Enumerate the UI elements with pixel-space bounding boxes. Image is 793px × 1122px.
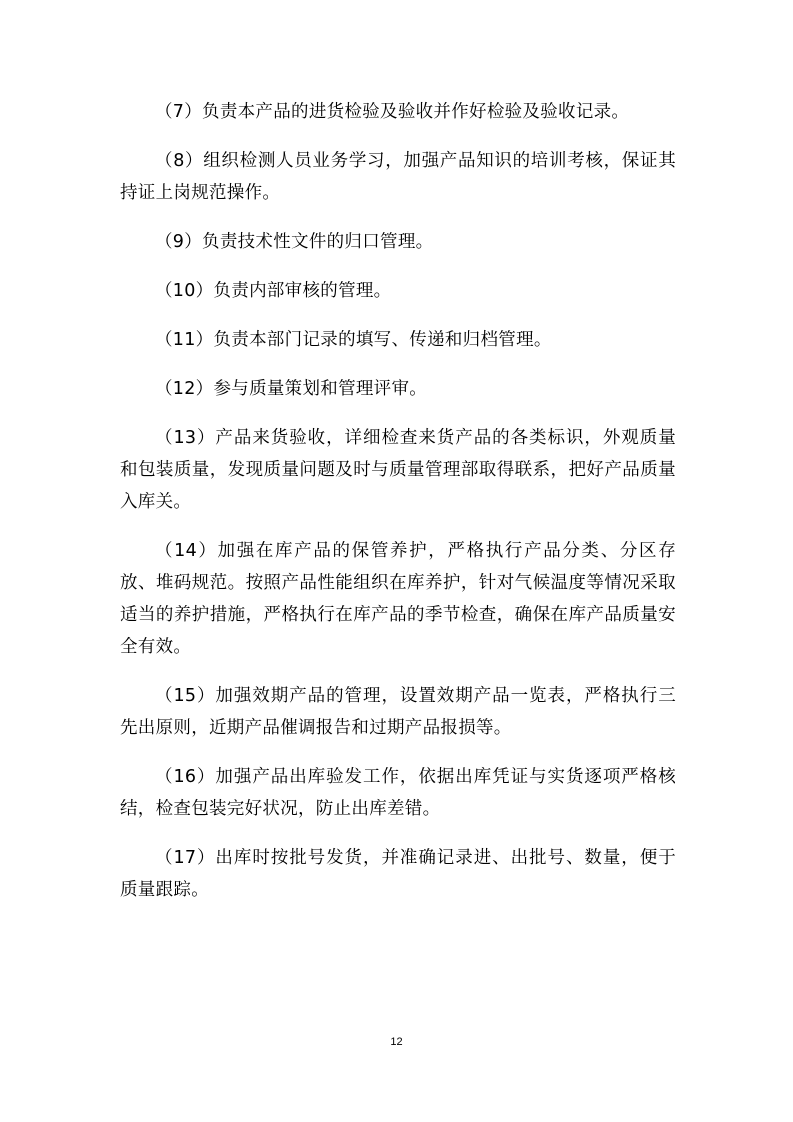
paragraph-8: （8）组织检测人员业务学习，加强产品知识的培训考核，保证其持证上岗规范操作。 (120, 151, 676, 203)
paragraph-10: （10）负责内部审核的管理。 (155, 281, 392, 301)
paragraph-11: （11）负责本部门记录的填写、传递和归档管理。 (155, 330, 552, 350)
paragraph-17: （17）出库时按批号发货，并准确记录进、出批号、数量，便于质量跟踪。 (120, 848, 676, 900)
paragraph-13: （13）产品来货验收，详细检查来货产品的各类标识，外观质量和包装质量，发现质量问题及时与质量管理部取得联系，把好产品质量入库关。 (120, 428, 676, 512)
paragraph-12: （12）参与质量策划和管理评审。 (155, 379, 428, 399)
document-body (120, 96, 676, 923)
paragraph-7: （7）负责本产品的进货检验及验收并作好检验及验收记录。 (155, 102, 630, 122)
page-number: 12 (390, 1036, 403, 1048)
paragraph-16: （16）加强产品出库验发工作，依据出库凭证与实货逐项严格核结，检查包装完好状况，防止出库差错。 (120, 767, 676, 819)
paragraph-14: （14）加强在库产品的保管养护，严格执行产品分类、分区存放、堆码规范。按照产品性能组织在库养护，针对气候温度等情况采取适当的养护措施，严格执行在库产品的季节检查，确保在库产品质量安全有效。 (120, 541, 676, 657)
paragraph-15: （15）加强效期产品的管理，设置效期产品一览表，严格执行三先出原则，近期产品催调报告和过期产品报损等。 (120, 686, 676, 738)
paragraph-9: （9）负责技术性文件的归口管理。 (155, 232, 434, 252)
